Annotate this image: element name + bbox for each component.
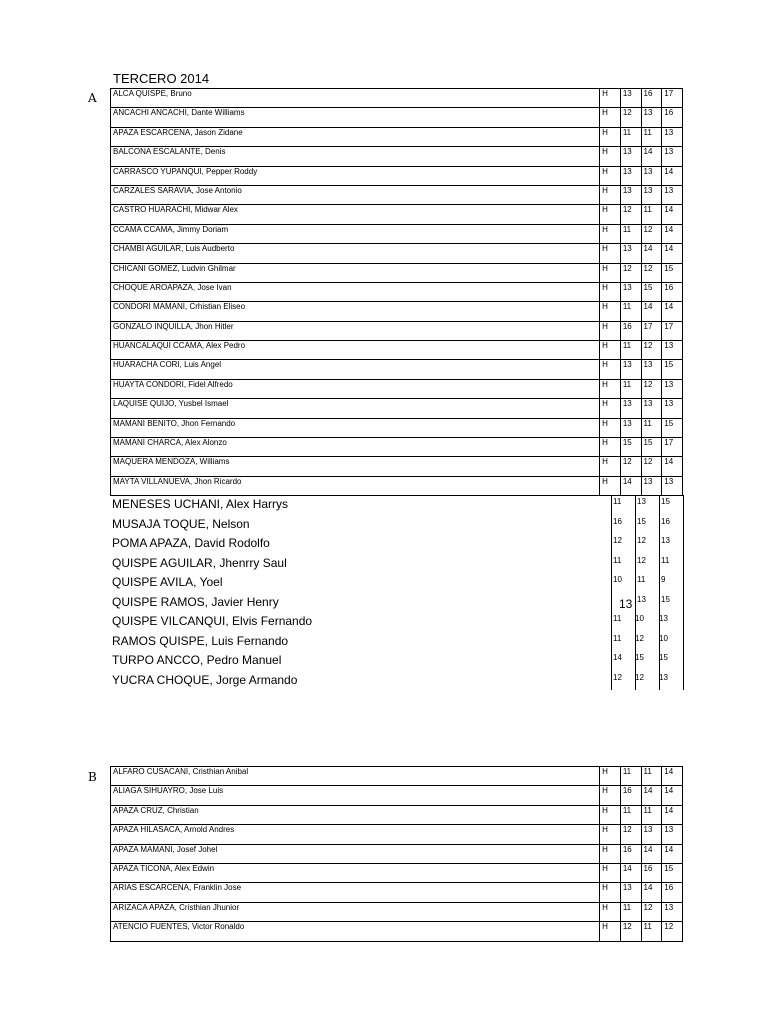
student-name: RAMOS QUISPE, Luis Fernando xyxy=(112,633,289,648)
sex-cell: H xyxy=(600,302,621,321)
grade-3-cell: 13 xyxy=(662,341,683,360)
grade-3-cell: 13 xyxy=(662,825,683,844)
student-name: APAZA ESCARCENA, Jason Zidane xyxy=(111,127,600,146)
student-name: ATENCIO FUENTES, Victor Ronaldo xyxy=(111,922,600,941)
student-name: MENESES UCHANI, Alex Harrys xyxy=(112,497,289,511)
grade-1-cell: 11 xyxy=(620,767,641,786)
grade-1-cell: 11 xyxy=(613,614,622,623)
sex-cell: H xyxy=(600,457,621,476)
grade-1-cell: 14 xyxy=(613,653,622,662)
grade-2-cell: 14 xyxy=(641,147,662,166)
table-row xyxy=(111,902,683,921)
grade-1-cell: 15 xyxy=(620,438,641,457)
sex-cell: H xyxy=(600,418,621,437)
grade-1-cell: 12 xyxy=(620,825,641,844)
table-row xyxy=(111,360,683,379)
table-row xyxy=(111,89,683,108)
grade-1-cell: 13 xyxy=(620,883,641,902)
student-name: YUCRA CHOQUE, Jorge Armando xyxy=(112,672,298,687)
student-name: MAMANI CHARCA, Alex Alonzo xyxy=(111,438,600,457)
table-row xyxy=(111,825,683,844)
table-row xyxy=(111,399,683,418)
grade-3-cell: 14 xyxy=(662,224,683,243)
grade-3-cell: 17 xyxy=(662,89,683,108)
grade-3-cell: 14 xyxy=(662,457,683,476)
grade-2-cell: 13 xyxy=(641,108,662,127)
student-name: CONDORI MAMANI, Crhistian Eliseo xyxy=(111,302,600,321)
grade-3-cell: 15 xyxy=(662,263,683,282)
list-item xyxy=(110,632,685,652)
sex-cell: H xyxy=(600,108,621,127)
sex-cell: H xyxy=(600,805,621,824)
table-row xyxy=(111,185,683,204)
table-row xyxy=(111,844,683,863)
student-name: CCAMA CCAMA, Jimmy Doriam xyxy=(111,224,600,243)
grade-3-cell: 10 xyxy=(659,633,668,643)
table-row xyxy=(111,205,683,224)
student-name: TURPO ANCCO, Pedro Manuel xyxy=(112,653,282,667)
grade-2-cell: 15 xyxy=(635,653,644,662)
section-b-rows xyxy=(111,767,683,942)
grade-1-cell: 11 xyxy=(620,379,641,398)
student-name: POMA APAZA, David Rodolfo xyxy=(112,536,270,550)
grade-2-cell: 14 xyxy=(641,244,662,263)
grade-3-cell: 15 xyxy=(662,418,683,437)
grade-1-cell: 13 xyxy=(620,244,641,263)
grade-2-cell: 11 xyxy=(641,922,662,941)
student-name: APAZA MAMANI, Josef Johel xyxy=(111,844,600,863)
student-name: ARIZACA APAZA, Cristhian Jhunior xyxy=(111,902,600,921)
grade-3-cell: 13 xyxy=(662,399,683,418)
student-name: MAQUERA MENDOZA, Williams xyxy=(111,457,600,476)
grade-1-cell: 11 xyxy=(620,902,641,921)
table-row xyxy=(111,224,683,243)
table-row xyxy=(111,379,683,398)
grade-2-cell: 14 xyxy=(641,786,662,805)
student-name: QUISPE AVILA, Yoel xyxy=(112,575,223,589)
grade-3-cell: 13 xyxy=(662,147,683,166)
grade-1-cell: 12 xyxy=(620,263,641,282)
sex-cell: H xyxy=(600,185,621,204)
table-row xyxy=(111,418,683,437)
grade-3-cell: 16 xyxy=(662,883,683,902)
grade-2-cell: 12 xyxy=(641,224,662,243)
table-row xyxy=(111,805,683,824)
grade-2-cell: 12 xyxy=(641,341,662,360)
grade-1-cell: 13 xyxy=(620,185,641,204)
grade-3-cell: 16 xyxy=(661,516,670,526)
sex-cell: H xyxy=(600,786,621,805)
student-name: APAZA CRUZ, Christian xyxy=(111,805,600,824)
grade-3-cell: 13 xyxy=(662,902,683,921)
student-name: ANCACHI ANCACHI, Dante Williams xyxy=(111,108,600,127)
sex-cell: H xyxy=(600,883,621,902)
grade-3-cell: 14 xyxy=(662,844,683,863)
grade-1-cell: 11 xyxy=(620,302,641,321)
table-row xyxy=(111,302,683,321)
grade-3-cell: 16 xyxy=(662,108,683,127)
table-row xyxy=(111,147,683,166)
student-name: CHICANI GOMEZ, Ludvin Ghilmar xyxy=(111,263,600,282)
grade-2-cell: 11 xyxy=(641,205,662,224)
student-name: ALIAGA SIHUAYRO, Jose Luis xyxy=(111,786,600,805)
grade-1-cell: 11 xyxy=(613,555,622,565)
list-item xyxy=(110,495,685,515)
grade-1-cell: 12 xyxy=(620,922,641,941)
grade-1-cell: 13 xyxy=(620,418,641,437)
student-name: MUSAJA TOQUE, Nelson xyxy=(112,516,250,531)
sex-cell: H xyxy=(600,844,621,863)
grade-3-cell: 13 xyxy=(661,536,670,545)
grade-3-cell: 15 xyxy=(661,497,670,506)
grade-2-cell: 13 xyxy=(641,360,662,379)
grade-3-cell: 15 xyxy=(661,594,670,604)
grade-2-cell: 13 xyxy=(637,497,646,506)
grade-2-cell: 11 xyxy=(641,418,662,437)
sex-cell: H xyxy=(600,263,621,282)
page-title: TERCERO 2014 xyxy=(113,71,210,86)
grade-3-cell: 15 xyxy=(662,360,683,379)
grade-3-cell: 16 xyxy=(662,282,683,301)
grade-1-cell: 11 xyxy=(620,805,641,824)
sex-cell: H xyxy=(600,127,621,146)
student-name: ALCA QUISPE, Bruno xyxy=(111,89,600,108)
grade-3-cell: 14 xyxy=(662,166,683,185)
grade-2-cell: 15 xyxy=(637,516,646,526)
list-item xyxy=(110,554,685,574)
grade-2-cell: 13 xyxy=(641,185,662,204)
grade-3-cell: 14 xyxy=(662,302,683,321)
table-row xyxy=(111,476,683,495)
student-name: ALFARO CUSACANI, Cristhian Anibal xyxy=(111,767,600,786)
list-item xyxy=(110,593,685,613)
section-a-label: A xyxy=(88,91,97,105)
student-name: CARRASCO YUPANQUI, Pepper Roddy xyxy=(111,166,600,185)
sex-cell: H xyxy=(600,89,621,108)
student-name: APAZA TICONA, Alex Edwin xyxy=(111,863,600,882)
table-row xyxy=(111,127,683,146)
list-item xyxy=(110,573,685,593)
grade-3-cell: 13 xyxy=(659,672,668,682)
grade-2-cell: 10 xyxy=(635,614,644,623)
sex-cell: H xyxy=(600,244,621,263)
student-name: QUISPE RAMOS, Javier Henry xyxy=(112,594,279,609)
grade-2-cell: 13 xyxy=(637,594,646,604)
table-row xyxy=(111,244,683,263)
student-name: MAYTA VILLANUEVA, Jhon Ricardo xyxy=(111,476,600,495)
sex-cell: H xyxy=(600,147,621,166)
student-name: GONZALO INQUILLA, Jhon Hitler xyxy=(111,321,600,340)
grade-3-cell: 14 xyxy=(662,244,683,263)
table-row xyxy=(111,321,683,340)
sex-cell: H xyxy=(600,224,621,243)
sex-cell: H xyxy=(600,282,621,301)
section-a-rows xyxy=(111,89,683,496)
grade-2-cell: 12 xyxy=(641,379,662,398)
student-name: CARZALES SARAVIA, Jose Antonio xyxy=(111,185,600,204)
list-item xyxy=(110,534,685,554)
section-b-table xyxy=(110,766,683,942)
table-row xyxy=(111,922,683,941)
grade-1-cell: 12 xyxy=(613,672,622,682)
table-row xyxy=(111,767,683,786)
grade-3-cell: 14 xyxy=(662,805,683,824)
sex-cell: H xyxy=(600,321,621,340)
grade-1-cell: 13 xyxy=(620,360,641,379)
sex-cell: H xyxy=(600,902,621,921)
student-name: LAQUISE QUIJO, Yusbel Ismael xyxy=(111,399,600,418)
grade-3-cell: 13 xyxy=(662,185,683,204)
grade-1-cell: 13 xyxy=(620,399,641,418)
sex-cell: H xyxy=(600,922,621,941)
sex-cell: H xyxy=(600,379,621,398)
grade-2-cell: 16 xyxy=(641,863,662,882)
list-item xyxy=(110,671,685,691)
grade-3-cell: 13 xyxy=(662,379,683,398)
grade-3-cell: 14 xyxy=(662,786,683,805)
student-name: HUAYTA CONDORI, Fidel Alfredo xyxy=(111,379,600,398)
student-name: ARIAS ESCARCENA, Franklin Jose xyxy=(111,883,600,902)
grade-2-cell: 11 xyxy=(641,767,662,786)
grade-2-cell: 12 xyxy=(635,633,644,643)
grade-1-cell: 13 xyxy=(620,282,641,301)
grade-1-cell: 12 xyxy=(620,457,641,476)
student-name: CHOQUE AROAPAZA, Jose Ivan xyxy=(111,282,600,301)
sex-cell: H xyxy=(600,438,621,457)
list-item xyxy=(110,612,685,632)
grade-2-cell: 15 xyxy=(641,282,662,301)
sex-cell: H xyxy=(600,341,621,360)
grade-1-cell: 12 xyxy=(613,536,622,545)
section-b-label: B xyxy=(88,770,97,784)
grade-1-cell: 11 xyxy=(613,633,622,643)
grade-2-cell: 17 xyxy=(641,321,662,340)
list-item xyxy=(110,515,685,535)
grade-2-cell: 14 xyxy=(641,302,662,321)
grade-1-cell: 11 xyxy=(613,497,622,506)
grade-1-cell: 12 xyxy=(620,108,641,127)
table-row xyxy=(111,863,683,882)
grade-1-cell: 16 xyxy=(620,844,641,863)
table-row xyxy=(111,883,683,902)
grade-1-cell: 12 xyxy=(620,205,641,224)
grade-2-cell: 16 xyxy=(641,89,662,108)
student-name: HUANCALAQUI CCAMA, Alex Pedro xyxy=(111,341,600,360)
sex-cell: H xyxy=(600,476,621,495)
grade-1-cell: 13 xyxy=(620,166,641,185)
grade-2-cell: 13 xyxy=(641,399,662,418)
grade-3-cell: 12 xyxy=(662,922,683,941)
section-a-table xyxy=(110,88,683,496)
table-row xyxy=(111,438,683,457)
table-row xyxy=(111,108,683,127)
grade-3-cell: 13 xyxy=(662,476,683,495)
sex-cell: H xyxy=(600,205,621,224)
grade-1-cell: 11 xyxy=(620,127,641,146)
grade-3-cell: 14 xyxy=(662,767,683,786)
table-row xyxy=(111,166,683,185)
grade-3-cell: 13 xyxy=(662,127,683,146)
list-item xyxy=(110,651,685,671)
grade-1-cell: 11 xyxy=(620,341,641,360)
grade-3-cell: 11 xyxy=(661,555,670,565)
grade-3-cell: 17 xyxy=(662,321,683,340)
grade-2-cell: 13 xyxy=(641,825,662,844)
sex-cell: H xyxy=(600,767,621,786)
student-name: MAMANI BENITO, Jhon Fernando xyxy=(111,418,600,437)
grade-2-cell: 12 xyxy=(641,902,662,921)
grade-1-cell: 14 xyxy=(620,863,641,882)
grade-2-cell: 14 xyxy=(641,883,662,902)
grade-1-cell: 14 xyxy=(620,476,641,495)
grade-2-cell: 12 xyxy=(637,555,646,565)
grade-3-cell: 14 xyxy=(662,205,683,224)
grade-2-cell: 12 xyxy=(641,457,662,476)
grade-3-cell: 9 xyxy=(661,575,666,584)
grade-2-cell: 12 xyxy=(641,263,662,282)
student-name: QUISPE VILCANQUI, Elvis Fernando xyxy=(112,614,313,628)
student-name: APAZA HILASACA, Arnold Andres xyxy=(111,825,600,844)
sex-cell: H xyxy=(600,825,621,844)
table-row xyxy=(111,282,683,301)
grade-2-cell: 14 xyxy=(641,844,662,863)
grade-1-cell: 11 xyxy=(620,224,641,243)
sex-cell: H xyxy=(600,166,621,185)
section-a-extra-list xyxy=(110,495,685,690)
sex-cell: H xyxy=(600,399,621,418)
grade-1-cell: 13 xyxy=(620,147,641,166)
sex-cell: H xyxy=(600,360,621,379)
student-name: QUISPE AGUILAR, Jhenrry Saul xyxy=(112,555,287,570)
table-row xyxy=(111,457,683,476)
sex-cell: H xyxy=(600,863,621,882)
grade-2-cell: 13 xyxy=(641,166,662,185)
table-row xyxy=(111,341,683,360)
grade-2-cell: 15 xyxy=(641,438,662,457)
grade-1-cell: 16 xyxy=(620,321,641,340)
table-row xyxy=(111,263,683,282)
table-row xyxy=(111,786,683,805)
grade-2-cell: 13 xyxy=(641,476,662,495)
grade-2-cell: 11 xyxy=(641,805,662,824)
grade-2-cell: 11 xyxy=(637,575,646,584)
grade-2-cell: 12 xyxy=(635,672,644,682)
grade-3-cell: 15 xyxy=(662,863,683,882)
grade-3-cell: 17 xyxy=(662,438,683,457)
grade-3-cell: 15 xyxy=(659,653,668,662)
grade-1-cell: 13 xyxy=(619,596,633,611)
student-name: CHAMBI AGUILAR, Luis Audberto xyxy=(111,244,600,263)
student-name: BALCONA ESCALANTE, Denis xyxy=(111,147,600,166)
grade-1-cell: 16 xyxy=(620,786,641,805)
grade-1-cell: 10 xyxy=(613,575,622,584)
grade-1-cell: 13 xyxy=(620,89,641,108)
grade-1-cell: 16 xyxy=(613,516,622,526)
grade-2-cell: 11 xyxy=(641,127,662,146)
student-name: CASTRO HUARACHI, Midwar Alex xyxy=(111,205,600,224)
grade-2-cell: 12 xyxy=(637,536,646,545)
grade-3-cell: 13 xyxy=(659,614,668,623)
student-name: HUARACHA CORI, Luis Angel xyxy=(111,360,600,379)
